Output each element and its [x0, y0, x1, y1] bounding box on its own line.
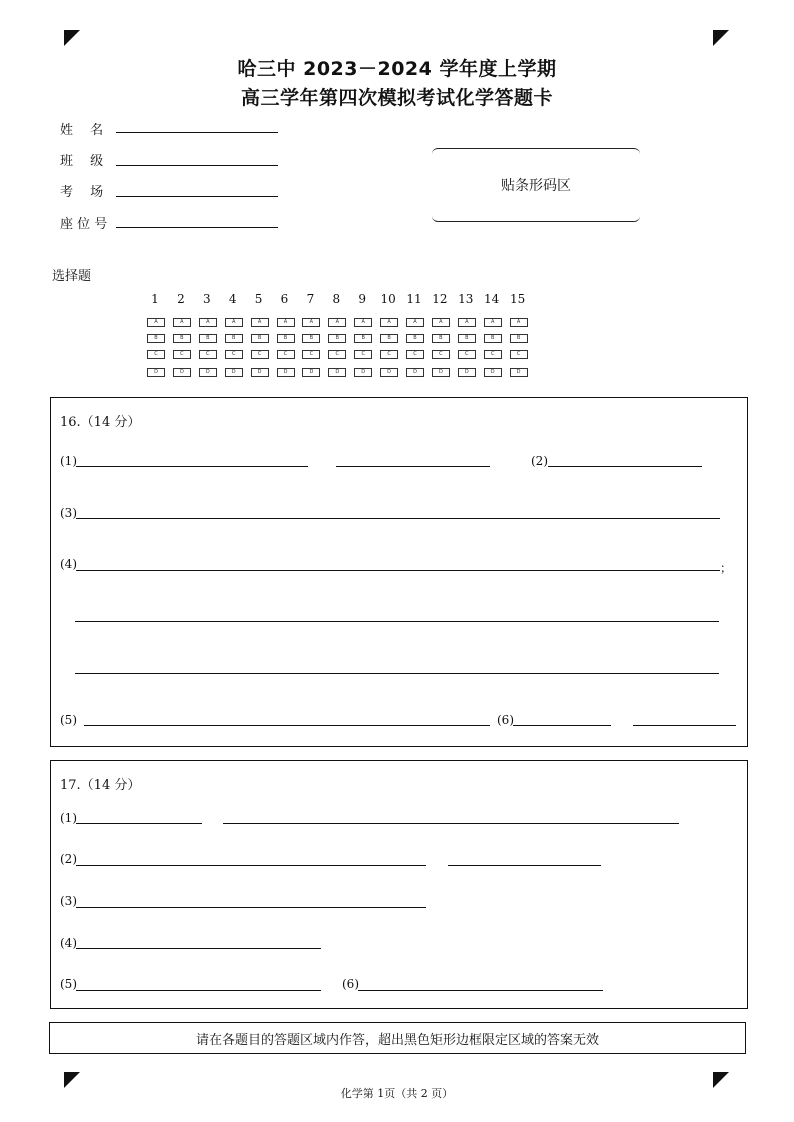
q17-part2-line-a[interactable]	[76, 865, 426, 866]
choice-bubble-d[interactable]: D	[406, 368, 424, 377]
choice-bubble-b[interactable]: B	[251, 334, 269, 343]
q16-part4-line-2[interactable]	[75, 621, 719, 622]
choice-question-number: 8	[332, 292, 341, 306]
q16-part3-line[interactable]	[76, 518, 720, 519]
choice-bubble-b[interactable]: B	[458, 334, 476, 343]
choice-bubble-b[interactable]: B	[510, 334, 528, 343]
choice-bubble-a[interactable]: A	[432, 318, 450, 327]
q17-part1-line-b[interactable]	[223, 823, 679, 824]
choice-question-number: 4	[228, 292, 237, 306]
q17-part3-line[interactable]	[76, 907, 426, 908]
choice-bubble-c[interactable]: C	[328, 350, 346, 359]
choice-bubble-d[interactable]: D	[199, 368, 217, 377]
choice-bubble-b[interactable]: B	[225, 334, 243, 343]
q17-part4-label: (4)	[60, 936, 77, 950]
choice-bubble-c[interactable]: C	[277, 350, 295, 359]
choice-bubble-c[interactable]: C	[484, 350, 502, 359]
choice-bubble-a[interactable]: A	[380, 318, 398, 327]
choice-question-number: 9	[358, 292, 366, 306]
choice-bubble-c[interactable]: C	[510, 350, 528, 359]
choice-bubble-c[interactable]: C	[199, 350, 217, 359]
choice-bubble-b[interactable]: B	[432, 334, 450, 343]
q16-part4-line-1[interactable]	[76, 570, 720, 571]
q17-part3-label: (3)	[60, 894, 77, 908]
choice-bubble-a[interactable]: A	[354, 318, 372, 327]
q17-part1-line-a[interactable]	[76, 823, 202, 824]
choice-bubble-c[interactable]: C	[147, 350, 165, 359]
choice-bubble-c[interactable]: C	[458, 350, 476, 359]
q17-part4-line[interactable]	[76, 948, 321, 949]
choice-bubble-a[interactable]: A	[510, 318, 528, 327]
choice-bubble-a[interactable]: A	[302, 318, 320, 327]
title-line-1: 哈三中 2023－2024 学年度上学期	[237, 58, 557, 80]
choice-bubble-d[interactable]: D	[328, 368, 346, 377]
choice-bubble-c[interactable]: C	[173, 350, 191, 359]
choice-question-number: 5	[254, 292, 263, 306]
choice-question-number: 13	[458, 292, 474, 306]
choice-bubble-c[interactable]: C	[251, 350, 269, 359]
seat-number-label: 座 位 号	[60, 217, 108, 232]
choice-question-number: 10	[380, 292, 396, 306]
q16-part1-line-b[interactable]	[336, 466, 490, 467]
choice-question-number: 3	[202, 292, 211, 306]
choice-bubble-a[interactable]: A	[328, 318, 346, 327]
choice-bubble-a[interactable]: A	[251, 318, 269, 327]
choice-bubble-b[interactable]: B	[302, 334, 320, 343]
choice-bubble-d[interactable]: D	[225, 368, 243, 377]
exam-room-label: 考 场	[60, 185, 104, 200]
q16-part2-line[interactable]	[548, 466, 702, 467]
name-field[interactable]	[116, 132, 278, 133]
q17-part6-label: (6)	[342, 977, 359, 991]
name-label: 姓 名	[60, 123, 104, 138]
choice-question-number: 14	[484, 292, 500, 306]
choice-bubble-b[interactable]: B	[354, 334, 372, 343]
q16-part3-label: (3)	[60, 506, 77, 520]
choice-bubble-a[interactable]: A	[147, 318, 165, 327]
choice-bubble-d[interactable]: D	[432, 368, 450, 377]
choice-question-number: 15	[509, 292, 526, 306]
q16-part2-label: (2)	[531, 454, 548, 468]
choice-bubble-d[interactable]: D	[458, 368, 476, 377]
registration-mark-top-left	[64, 30, 80, 46]
choice-bubble-a[interactable]: A	[484, 318, 502, 327]
q16-part4-line-3[interactable]	[75, 673, 719, 674]
choice-bubble-c[interactable]: C	[225, 350, 243, 359]
choice-section-label: 选择题	[52, 269, 92, 284]
q17-title: 17.（14 分）	[60, 778, 141, 793]
barcode-label: 贴条形码区	[501, 178, 571, 194]
question-17-box	[50, 760, 748, 1009]
q16-part5-label: (5)	[60, 713, 77, 727]
choice-bubble-d[interactable]: D	[354, 368, 372, 377]
exam-room-field[interactable]	[116, 196, 278, 197]
choice-bubble-a[interactable]: A	[277, 318, 295, 327]
q17-part6-line[interactable]	[358, 990, 603, 991]
choice-bubble-b[interactable]: B	[380, 334, 398, 343]
answer-area-notice	[49, 1022, 746, 1054]
choice-bubble-d[interactable]: D	[302, 368, 320, 377]
title-line-2: 高三学年第四次模拟考试化学答题卡	[240, 87, 553, 109]
choice-bubble-c[interactable]: C	[354, 350, 372, 359]
choice-bubble-d[interactable]: D	[173, 368, 191, 377]
q16-part5-line[interactable]	[84, 725, 490, 726]
choice-bubble-c[interactable]: C	[302, 350, 320, 359]
choice-bubble-b[interactable]: B	[406, 334, 424, 343]
choice-bubble-c[interactable]: C	[432, 350, 450, 359]
q16-part4-label: (4)	[60, 557, 77, 571]
page-footer: 化学第 1页（共 2 页）	[340, 1087, 454, 1100]
choice-bubble-d[interactable]: D	[251, 368, 269, 377]
choice-bubble-d[interactable]: D	[380, 368, 398, 377]
choice-question-number: 11	[406, 292, 422, 306]
notice-text: 请在各题目的答题区域内作答，超出黑色矩形边框限定区域的答案无效	[195, 1032, 599, 1048]
choice-bubble-a[interactable]: A	[458, 318, 476, 327]
choice-bubble-c[interactable]: C	[380, 350, 398, 359]
q16-part6-line-a[interactable]	[513, 725, 611, 726]
choice-question-number: 7	[306, 292, 315, 306]
q17-part2-line-b[interactable]	[448, 865, 601, 866]
question-16-box	[50, 397, 748, 747]
q16-title: 16.（14 分）	[60, 415, 141, 430]
choice-bubble-b[interactable]: B	[199, 334, 217, 343]
q16-part1-line-a[interactable]	[76, 466, 308, 467]
choice-question-number: 1	[151, 292, 159, 306]
q16-part4-semicolon: ；	[720, 561, 733, 575]
choice-bubble-a[interactable]: A	[199, 318, 217, 327]
choice-bubble-b[interactable]: B	[328, 334, 346, 343]
choice-bubble-a[interactable]: A	[406, 318, 424, 327]
choice-question-number: 6	[280, 292, 289, 306]
q17-part5-line[interactable]	[76, 990, 321, 991]
choice-question-number: 2	[177, 292, 185, 306]
choice-bubble-b[interactable]: B	[173, 334, 191, 343]
q16-part6-line-b[interactable]	[633, 725, 736, 726]
choice-bubble-d[interactable]: D	[484, 368, 502, 377]
choice-bubble-c[interactable]: C	[406, 350, 424, 359]
choice-bubble-b[interactable]: B	[484, 334, 502, 343]
q17-part5-label: (5)	[60, 977, 77, 991]
choice-bubble-b[interactable]: B	[277, 334, 295, 343]
choice-bubble-d[interactable]: D	[510, 368, 528, 377]
q17-part2-label: (2)	[60, 852, 77, 866]
q16-part6-label: (6)	[497, 713, 514, 727]
choice-bubble-a[interactable]: A	[173, 318, 191, 327]
choice-bubble-d[interactable]: D	[147, 368, 165, 377]
registration-mark-top-right	[713, 30, 729, 46]
choice-bubble-a[interactable]: A	[225, 318, 243, 327]
seat-number-field[interactable]	[116, 227, 278, 228]
class-field[interactable]	[116, 165, 278, 166]
barcode-area	[432, 148, 640, 222]
class-label: 班 级	[60, 154, 104, 169]
q16-part1-label: (1)	[60, 454, 77, 468]
q17-part1-label: (1)	[60, 811, 77, 825]
choice-question-number: 12	[432, 292, 448, 306]
choice-bubble-b[interactable]: B	[147, 334, 165, 343]
choice-bubble-d[interactable]: D	[277, 368, 295, 377]
